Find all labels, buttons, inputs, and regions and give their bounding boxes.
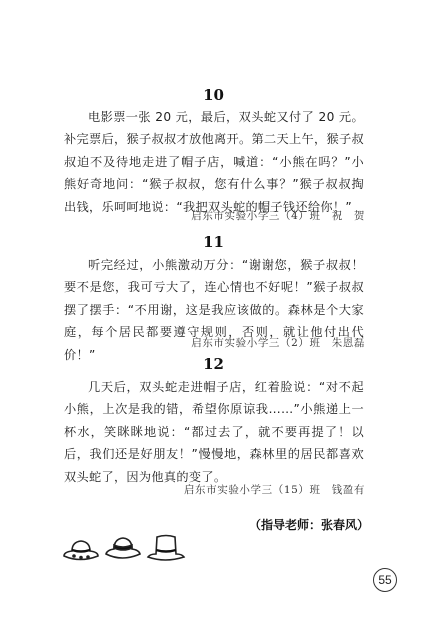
section-paragraph: 听完经过，小熊激动万分：“谢谢您，猴子叔叔！要不是您，我可亏大了，连心情也不好呢！”猴子叔叔摆了摆手：“不用谢，这是我应该做的。森林是个大家庭，每个居民都要遵守规则，否则，就让他付出代价！”: [64, 258, 364, 362]
section-number: 10: [203, 86, 224, 104]
author-signature: 启东市实验小学三（4）班 祝 贺: [191, 210, 365, 222]
section-number: 12: [203, 355, 224, 373]
hat-icon: [64, 541, 98, 560]
section-paragraph: 几天后，双头蛇走进帽子店，红着脸说：“对不起小熊，上次是我的错，希望你原谅我……”小熊递上一杯水，笑眯眯地说：“都过去了，就不要再提了！以后，我们还是好朋友！”慢慢地，森林里的居民都喜欢双头蛇了，因为他真的变了。: [64, 380, 364, 484]
author-signature: 启东市实验小学三（15）班 钱盈有: [183, 484, 365, 496]
author-signature: 启东市实验小学三（2）班 朱恩磊: [191, 337, 365, 349]
page-number: 55: [373, 568, 397, 592]
section-number: 11: [203, 233, 224, 251]
section-paragraph: 电影票一张 20 元，最后，双头蛇又付了 20 元。补完票后，猴子叔叔才放他离开。第二天上午，猴子叔叔迫不及待地走进了帽子店，喊道：“小熊在吗？”小熊好奇地问：“猴子叔叔，您有什么事？”猴子叔叔掏出钱，乐呵呵地说：“我把双头蛇的帽子钱还给你！”: [64, 110, 364, 214]
hats-decoration: [60, 530, 190, 566]
teacher-credit: （指导老师：张春风）: [248, 518, 369, 532]
top-hat-icon: [148, 536, 184, 561]
hat-icon: [106, 538, 140, 558]
